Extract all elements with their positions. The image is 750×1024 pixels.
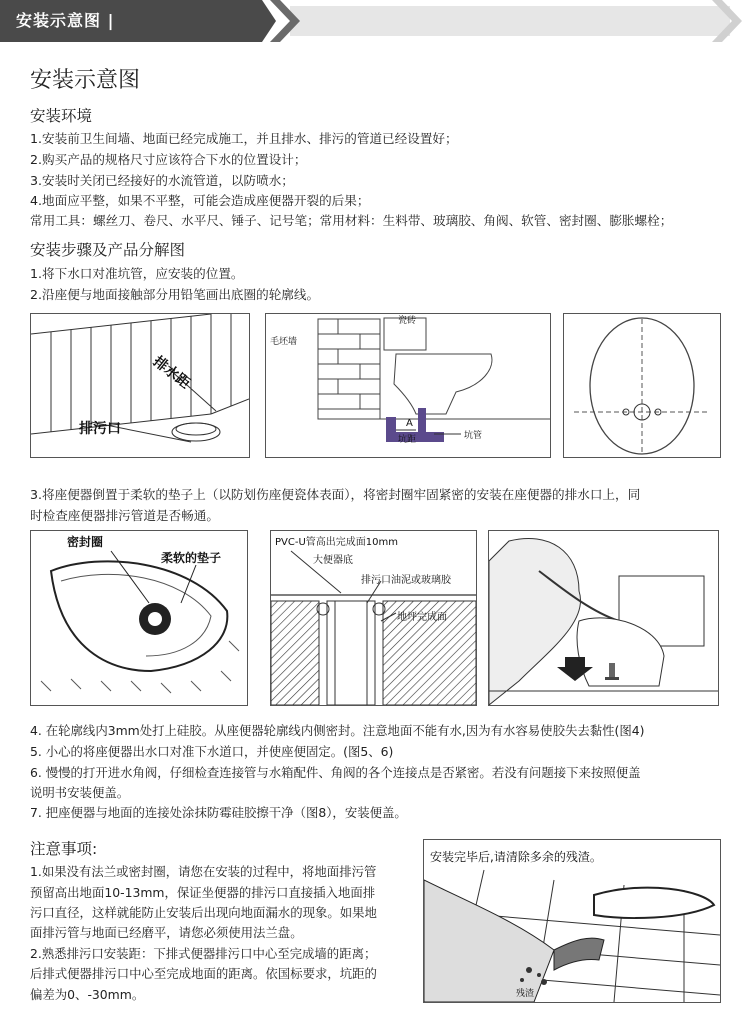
figure-pipe-section bbox=[270, 530, 477, 706]
step-item: 7. 把座便器与地面的连接处涂抹防霉硅胶擦干净（图8），安装便盖。 bbox=[30, 805, 407, 820]
step-item: 3.将座便器倒置于柔软的垫子上（以防划伤座便瓷体表面），将密封圈牢固紧密的安装在座便器的排水口上，同 bbox=[30, 487, 641, 502]
page-title: 安装示意图 bbox=[30, 68, 141, 93]
label-pit-pipe: 坑管 bbox=[464, 431, 483, 441]
note-line: 污口直径，这样就能防止安装后出现向地面漏水的现象。如果地 bbox=[30, 905, 377, 920]
section-heading-env: 安装环境 bbox=[30, 107, 93, 125]
note-line: 2.熟悉排污口安装距：下排式便器排污口中心至完成墙的距离； bbox=[30, 946, 377, 961]
step-item: 时检查座便器排污管道是否畅通。 bbox=[30, 508, 219, 523]
section-heading-steps: 安装步骤及产品分解图 bbox=[30, 241, 186, 259]
label-finished-floor: 地坪完成面 bbox=[397, 612, 447, 623]
step-item: 5. 小心的将座便器出水口对准下水道口，并使座便固定。(图5、6) bbox=[30, 744, 394, 759]
note-line: 偏差为0、-30mm。 bbox=[30, 987, 145, 1002]
figure-cleanup bbox=[423, 839, 721, 1003]
label-residue: 残渣 bbox=[516, 989, 535, 999]
figure-fixing-toilet bbox=[488, 530, 719, 706]
outline-drawing bbox=[564, 314, 720, 457]
fixing-toilet-drawing bbox=[489, 531, 718, 705]
env-item: 4.地面应平整，如果不平整，可能会造成座便器开裂的后果； bbox=[30, 193, 370, 208]
note-line: 后排式便器排污口中心至完成地面的距离。依国标要求，坑距的 bbox=[30, 966, 377, 981]
label-pit-distance: 坑距 bbox=[398, 435, 417, 445]
step-item: 2.沿座便与地面接触部分用铅笔画出底圈的轮廓线。 bbox=[30, 287, 320, 302]
label-seal-ring: 密封圈 bbox=[67, 535, 104, 549]
drain-distance-drawing bbox=[31, 314, 249, 457]
label-rough-wall: 毛坯墙 bbox=[270, 337, 298, 347]
label-distance-a: A bbox=[406, 418, 413, 429]
chevron-right-icon bbox=[270, 0, 304, 42]
env-tools: 常用工具：螺丝刀、卷尺、水平尺、锤子、记号笔；常用材料：生料带、玻璃胶、角阀、软管、密封圈、膨胀螺栓； bbox=[30, 213, 673, 228]
label-tile: 瓷砖 bbox=[398, 316, 417, 326]
env-item: 2.购买产品的规格尺寸应该符合下水的位置设计； bbox=[30, 152, 307, 167]
banner-bar bbox=[290, 6, 730, 36]
label-soft-pad: 柔软的垫子 bbox=[161, 551, 222, 565]
section-heading-notes: 注意事项: bbox=[30, 840, 98, 858]
figure-toilet-side bbox=[265, 313, 551, 458]
chevron-right-icon bbox=[712, 0, 746, 42]
label-outlet-sealant: 排污口油泥或玻璃胶 bbox=[361, 575, 451, 586]
figure-seal-ring bbox=[30, 530, 248, 706]
step-item: 4. 在轮廓线内3mm处打上硅胶。从座便器轮廓线内侧密封。注意地面不能有水,因为有水容易使胶失去黏性(图4) bbox=[30, 723, 645, 738]
step-item: 6. 慢慢的打开进水角阀，仔细检查连接管与水箱配件、角阀的各个连接点是否紧密。若没有问题接下来按照便盖 bbox=[30, 765, 641, 780]
step-item: 说明书安装便盖。 bbox=[30, 785, 130, 800]
figure-outline bbox=[563, 313, 721, 458]
label-sewage-outlet: 排污口 bbox=[79, 421, 121, 437]
env-item: 1.安装前卫生间墙、地面已经完成施工，并且排水、排污的管道已经设置好； bbox=[30, 131, 458, 146]
label-toilet-base: 大便器底 bbox=[313, 555, 353, 566]
label-drain-distance: 排水距 bbox=[149, 353, 193, 393]
cleanup-caption: 安装完毕后,请清除多余的残渣。 bbox=[430, 850, 602, 864]
env-item: 3.安装时关闭已经接好的水流管道，以防喷水； bbox=[30, 173, 294, 188]
label-pvc-height: PVC-U管高出完成面10mm bbox=[275, 537, 398, 548]
note-line: 1.如果没有法兰或密封圈，请您在安装的过程中，将地面排污管 bbox=[30, 864, 377, 879]
note-line: 预留高出地面10-13mm，保证坐便器的排污口直接插入地面排 bbox=[30, 885, 376, 900]
header-banner bbox=[0, 0, 750, 42]
note-line: 面排污管与地面已经磨平，请您必须使用法兰盘。 bbox=[30, 925, 303, 940]
banner-title: 安装示意图 | bbox=[0, 0, 262, 42]
step-item: 1.将下水口对准坑管，应安装的位置。 bbox=[30, 266, 244, 281]
figure-drain-distance bbox=[30, 313, 250, 458]
